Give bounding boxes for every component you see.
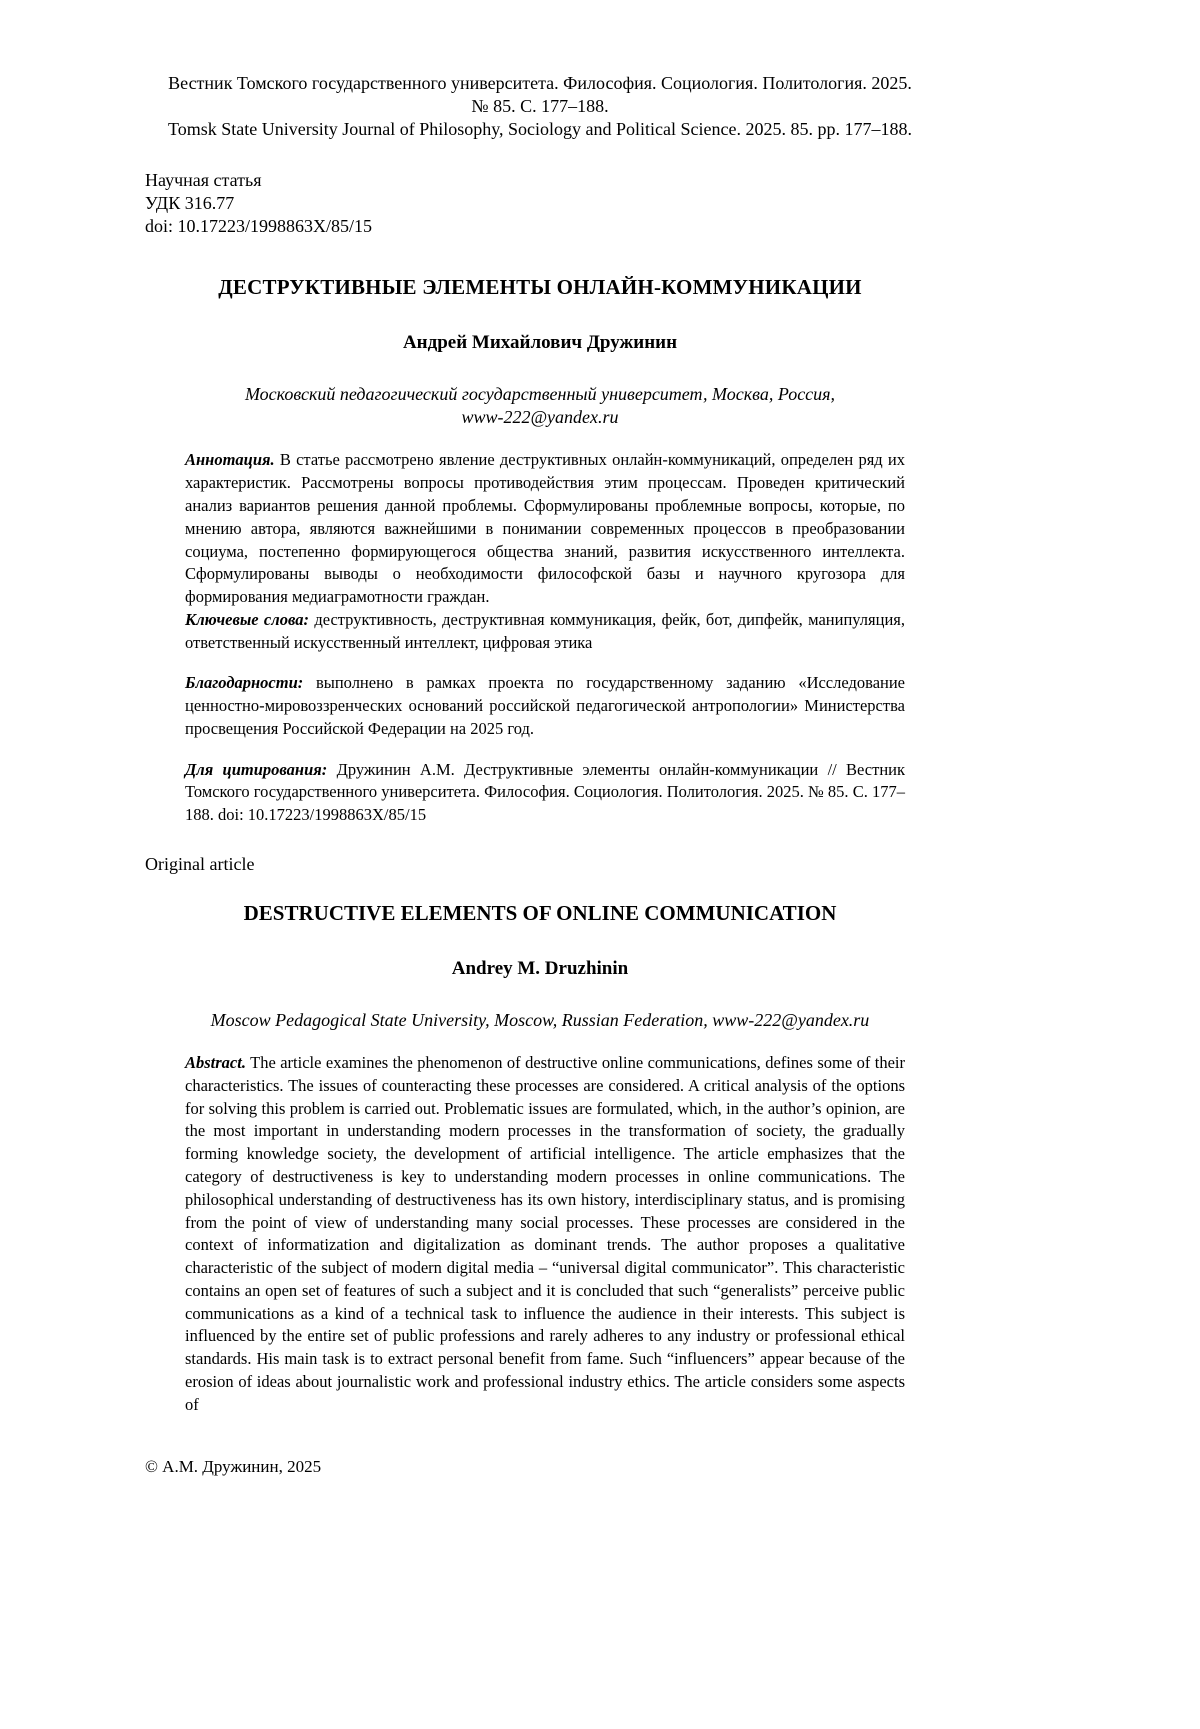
citation-text: Дружинин А.М. Деструктивные элементы онлайн-коммуникации // Вестник Томского государственного университета. Философия. Социология. Политология. 2025. № 85. С. 177–188. doi: 10.17223/1998863X/85/15 [185, 759, 905, 825]
article-title-ru: ДЕСТРУКТИВНЫЕ ЭЛЕМЕНТЫ ОНЛАЙН-КОММУНИКАЦИИ [218, 275, 862, 300]
udc-code: УДК 316.77 [145, 193, 235, 214]
abstract-ru-label: Аннотация. [185, 450, 275, 470]
acknowledgements-text: выполнено в рамках проекта по государственному заданию «Исследование ценностно-мировоззренческих оснований российской педагогической антропологии» Министерства просвещения Российской Федерации на 2025 год. [185, 673, 905, 738]
journal-header [145, 72, 935, 141]
article-type-ru: Научная статья [145, 170, 262, 191]
affiliation-en: Moscow Pedagogical State University, Moscow, Russian Federation, www-222@yandex.ru [210, 1010, 870, 1031]
author-name-ru: Андрей Михайлович Дружинин [402, 332, 678, 354]
article-title-en: DESTRUCTIVE ELEMENTS OF ONLINE COMMUNICATION [243, 900, 837, 925]
journal-header-line-ru: Вестник Томского государственного университета. Философия. Социология. Политология. 2025. [168, 73, 912, 93]
page-content [145, 0, 935, 1478]
copyright-notice: © А.М. Дружинин, 2025 [145, 1457, 322, 1477]
author-name-en: Andrey M. Druzhinin [451, 957, 629, 979]
citation-block [185, 759, 905, 827]
citation-label: Для цитирования: [185, 759, 328, 779]
acknowledgements-block [185, 672, 905, 740]
acknowledgements-label: Благодарности: [185, 673, 304, 693]
keywords-ru-label: Ключевые слова: [185, 609, 309, 629]
abstract-ru-block [185, 449, 905, 654]
journal-header-issue-pages: № 85. С. 177–188. [471, 96, 609, 117]
abstract-ru-text: В статье рассмотрено явление деструктивных онлайн-коммуникаций, определен ряд их характеристик. Рассмотрены вопросы противодействия этим процессам. Проведен критический анализ вариантов решения данной проблемы. Сформулированы проблемные вопросы, которые, по мнению автора, являются важнейшими в понимании современных процессов в преобразовании социума, постепенно формирующегося общества знаний, развития искусственного интеллекта. Сформулированы выводы о необходимости философской базы и научного кругозора для формирования медиаграмотности граждан. [185, 450, 906, 607]
doi: doi: 10.17223/1998863X/85/15 [145, 216, 373, 237]
article-meta [145, 169, 935, 238]
abstract-en-block [185, 1052, 905, 1416]
abstract-ru-paragraph [185, 449, 905, 608]
journal-header-line-en: Tomsk State University Journal of Philosophy, Sociology and Political Science. 2025. 85. pp. 177–188. [167, 119, 912, 140]
abstract-en-label: Abstract. [185, 1053, 246, 1073]
affiliation-ru [145, 383, 935, 429]
keywords-ru-text: деструктивность, деструктивная коммуникация, фейк, бот, дипфейк, манипуляция, ответственный искусственный интеллект, цифровая этика [185, 609, 905, 652]
affiliation-ru-line1: Московский педагогический государственный университет, Москва, Россия, [244, 384, 836, 405]
article-type-en: Original article [145, 853, 255, 874]
abstract-en-text: The article examines the phenomenon of destructive online communications, defines some of their characteristics. The issues of counteracting these processes are considered. A critical analysis of the options for solving this problem is carried out. Problematic issues are formulated, which, in the author’s opinion, are the most important in understanding modern processes in the transformation of society, the gradually forming knowledge society, the development of artificial intelligence. The article emphasizes that the category of destructiveness is key to understanding modern processes in online communications. The philosophical understanding of destructiveness has its own history, interdisciplinary status, and is promising from the point of view of understanding many social processes. These processes are considered in the context of informatization and digitalization as dominant trends. The author proposes a qualitative characteristic of the subject of modern digital media – “universal digital communicator”. This characteristic contains an open set of features of such a subject and it is concluded that such “generalists” perceive public communications as a kind of a technical task to influence the audience in their interests. This subject is influenced by the entire set of public professions and rarely adheres to any industry or professional ethical standards. His main task is to extract personal benefit from fame. Such “influencers” appear because of the erosion of ideas about journalistic work and professional industry ethics. The article considers some aspects of [185, 1053, 906, 1414]
keywords-ru-paragraph [185, 609, 905, 655]
author-email: www-222@yandex.ru [461, 407, 619, 428]
